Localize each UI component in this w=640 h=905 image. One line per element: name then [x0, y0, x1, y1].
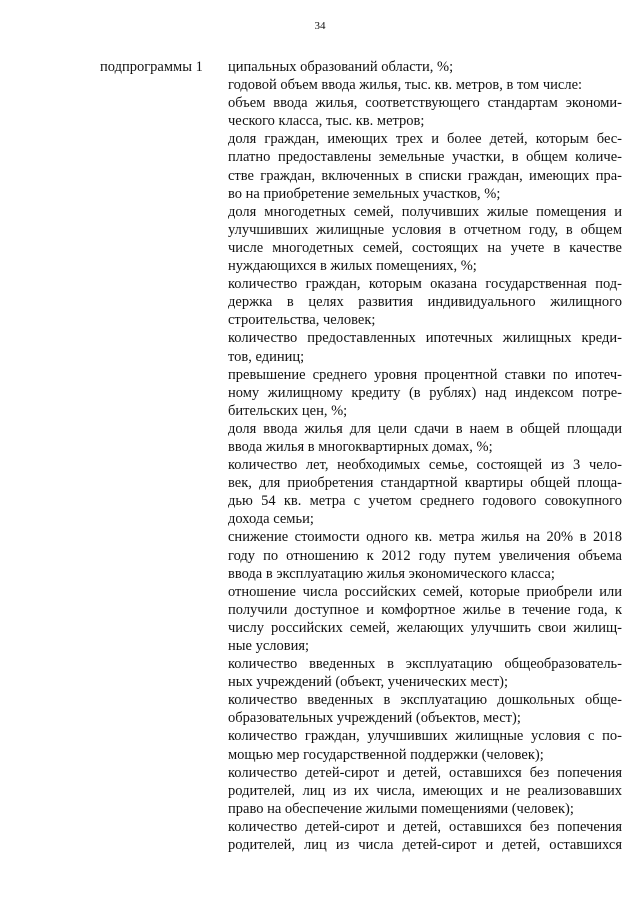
text-line: бительских цен, %;: [228, 402, 348, 419]
text-line: право на обеспечение жилыми помещениями (человек);: [228, 800, 574, 817]
text-line: век, для приобретения стандартной квартиры общей площа-: [228, 475, 622, 492]
text-line: отношение числа российских семей, которые приобрели или: [228, 583, 622, 600]
text-line: платно предоставлены земельные участки, в общем количе-: [228, 149, 622, 166]
text-line: количество лет, необходимых семье, состоящей из 3 чело-: [228, 457, 622, 474]
text-line: числе многодетных семей, состоящих на учете в качестве: [228, 239, 622, 256]
text-line: тов, единиц;: [228, 348, 305, 365]
text-line: числу российских семей, желающих улучшить свои жилищ-: [228, 619, 622, 636]
text-line: родителей, лиц из их числа, имеющих и не реализовавших: [228, 782, 622, 799]
text-line: количество введенных в эксплуатацию дошкольных обще-: [228, 692, 622, 709]
text-line: мощью мер государственной поддержки (человек);: [228, 746, 544, 763]
text-line: годовой объем ввода жилья, тыс. кв. метров, в том числе:: [228, 77, 583, 94]
text-line: ввода в эксплуатацию жилья экономического класса;: [228, 565, 555, 582]
text-line: родителей, лиц из числа детей-сирот и детей, оставшихся: [228, 837, 622, 854]
text-line: количество детей-сирот и детей, оставшихся без попечения: [228, 818, 622, 835]
text-line: количество детей-сирот и детей, оставшихся без попечения: [228, 764, 622, 781]
text-line: количество граждан, улучшивших жилищные условия с по-: [228, 728, 622, 745]
text-line: количество граждан, которым оказана государственная под-: [228, 276, 622, 293]
text-line: получили доступное и комфортное жилье в течение года, к: [228, 601, 622, 618]
text-line: снижение стоимости одного кв. метра жилья на 20% в 2018: [228, 529, 622, 546]
text-line: году по отношению к 2012 году путем увеличения объема: [228, 547, 622, 564]
text-line: ных учреждений (объект, ученических мест);: [228, 674, 509, 691]
text-line: держка в целях развития индивидуального жилищного: [228, 294, 622, 311]
text-line: нуждающихся в жилых помещениях, %;: [228, 258, 477, 275]
text-line: превышение среднего уровня процентной ставки по ипотеч-: [228, 366, 622, 383]
indicator-text-block: [228, 58, 622, 854]
text-line: количество введенных в эксплуатацию общеобразователь-: [228, 656, 622, 673]
text-line: улучшивших жилищные условия в отчетном году, в общем: [228, 221, 622, 238]
text-line: во на приобретение земельных участков, %;: [228, 185, 501, 202]
text-line: ческого класса, тыс. кв. метров;: [228, 113, 425, 130]
page-number: 34: [314, 20, 326, 32]
text-line: доля ввода жилья для цели сдачи в наем в общей площади: [228, 420, 622, 437]
text-line: ципальных образований области, %;: [228, 59, 454, 75]
text-line: объем ввода жилья, соответствующего стандартам экономи-: [228, 95, 622, 112]
row-label: подпрограммы 1: [100, 59, 203, 75]
text-line: ные условия;: [228, 638, 310, 654]
text-line: количество предоставленных ипотечных жилищных креди-: [228, 330, 622, 347]
text-line: доля граждан, имеющих трех и более детей, которым бес-: [228, 131, 622, 148]
text-line: дью 54 кв. метра с учетом среднего годового совокупного: [228, 493, 622, 510]
text-line: дохода семьи;: [228, 511, 314, 528]
text-line: доля многодетных семей, получивших жилые помещения и: [228, 203, 622, 220]
text-line: ввода жилья в многоквартирных домах, %;: [228, 438, 493, 455]
text-line: образовательных учреждений (объектов, мест);: [228, 710, 521, 727]
text-line: строительства, человек;: [228, 312, 376, 329]
text-line: ному жилищному кредиту (в рублях) над индексом потре-: [228, 384, 622, 401]
text-line: стве граждан, включенных в списки граждан, имеющих пра-: [228, 167, 622, 184]
